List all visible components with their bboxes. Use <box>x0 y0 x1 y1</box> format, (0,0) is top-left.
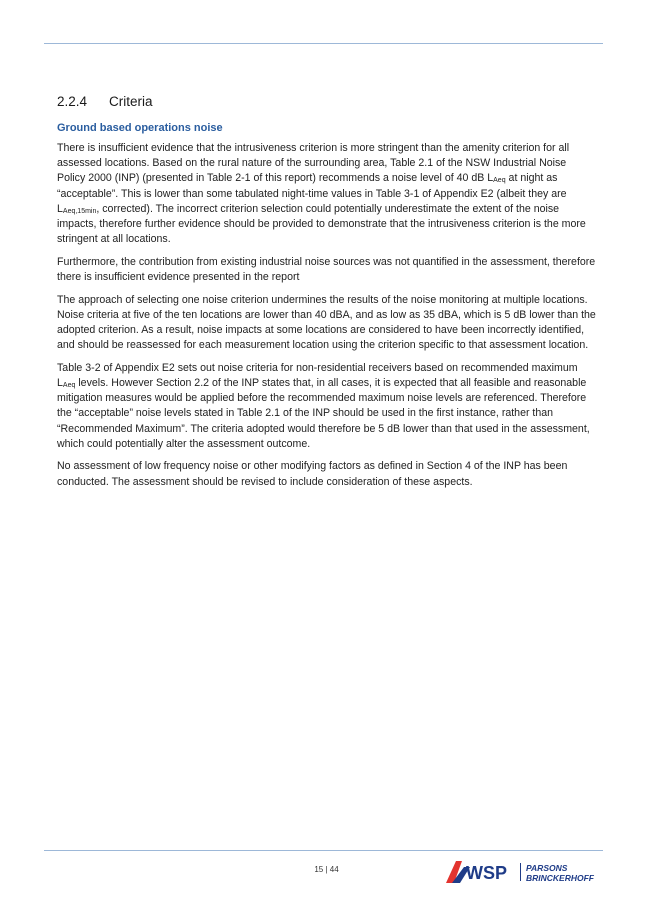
logo-brinckerhoff: BRINCKERHOFF <box>526 873 594 883</box>
logo-parsons: PARSONS <box>526 863 568 873</box>
header-rule <box>44 43 603 44</box>
wsp-pb-logo <box>444 857 604 885</box>
paragraph-1: There is insufficient evidence that the intrusiveness criterion is more stringent than the amenity criterion for all assessed locations. Based on the rural nature of the surrounding area, Table 2.1 of the NSW Industrial Noise Policy 2000 (INP) (presented in Table 2-1 of this report) recommends a noise level of 40 dB $L_{Aeq}$ at night as “acceptable”. This is lower than some tabulated night-time values in Table 3-1 of Appendix E2 (albeit they are $L_{Aeq,15min}$, corrected). The incorrect criterion selection could potentially underestimate the extent of the noise impacts, therefore further evidence should be provided to demonstrate that the intrusiveness criterion is the more stringent at all locations. <box>57 142 586 246</box>
paragraph-2: Furthermore, the contribution from existing industrial noise sources was not quantified in the assessment, therefore there is insufficient evidence presented in the report <box>57 255 596 284</box>
paragraph-4: Table 3-2 of Appendix E2 sets out noise criteria for non-residential receivers based on recommended maximum $L_{Aeq}$ levels. However Section 2.2 of the INP states that, in all cases, it is expected that all feasible and reasonable mitigation measures would be applied before the recommended maximum noise levels are referenced. Therefore the “acceptable” noise levels stated in Table 2.1 of the INP should be used in the first instance, rather than “Recommended Maximum”. The criteria adopted would therefore be 5 dB lower than that used in the assessment, which could potentially alter the assessment outcome. <box>57 361 590 450</box>
logo-wsp: WSP <box>466 863 508 883</box>
body-text <box>57 141 597 497</box>
section-heading <box>57 94 153 109</box>
section-number: 2.2.4 <box>57 94 88 109</box>
section-title: Criteria <box>109 94 153 109</box>
page-number: 15 | 44 <box>314 865 339 874</box>
subheading: Ground based operations noise <box>57 122 223 134</box>
footer-rule <box>44 850 603 851</box>
logo-divider <box>520 863 521 881</box>
paragraph-5: No assessment of low frequency noise or other modifying factors as defined in Section 4 of the INP has been conducted. The assessment should be revised to include consideration of these aspects. <box>57 460 568 488</box>
paragraph-3: The approach of selecting one noise criterion undermines the results of the noise monitoring at multiple locations. Noise criteria at five of the ten locations are lower than 40 dBA, and as low as 35 dBA, which is 5 dB lower than the adopted criterion. As a result, noise impacts at some locations are considered to have been incorrectly identified, and should be reassessed for each measurement location using the criterion specific to that assessment location. <box>57 293 596 352</box>
